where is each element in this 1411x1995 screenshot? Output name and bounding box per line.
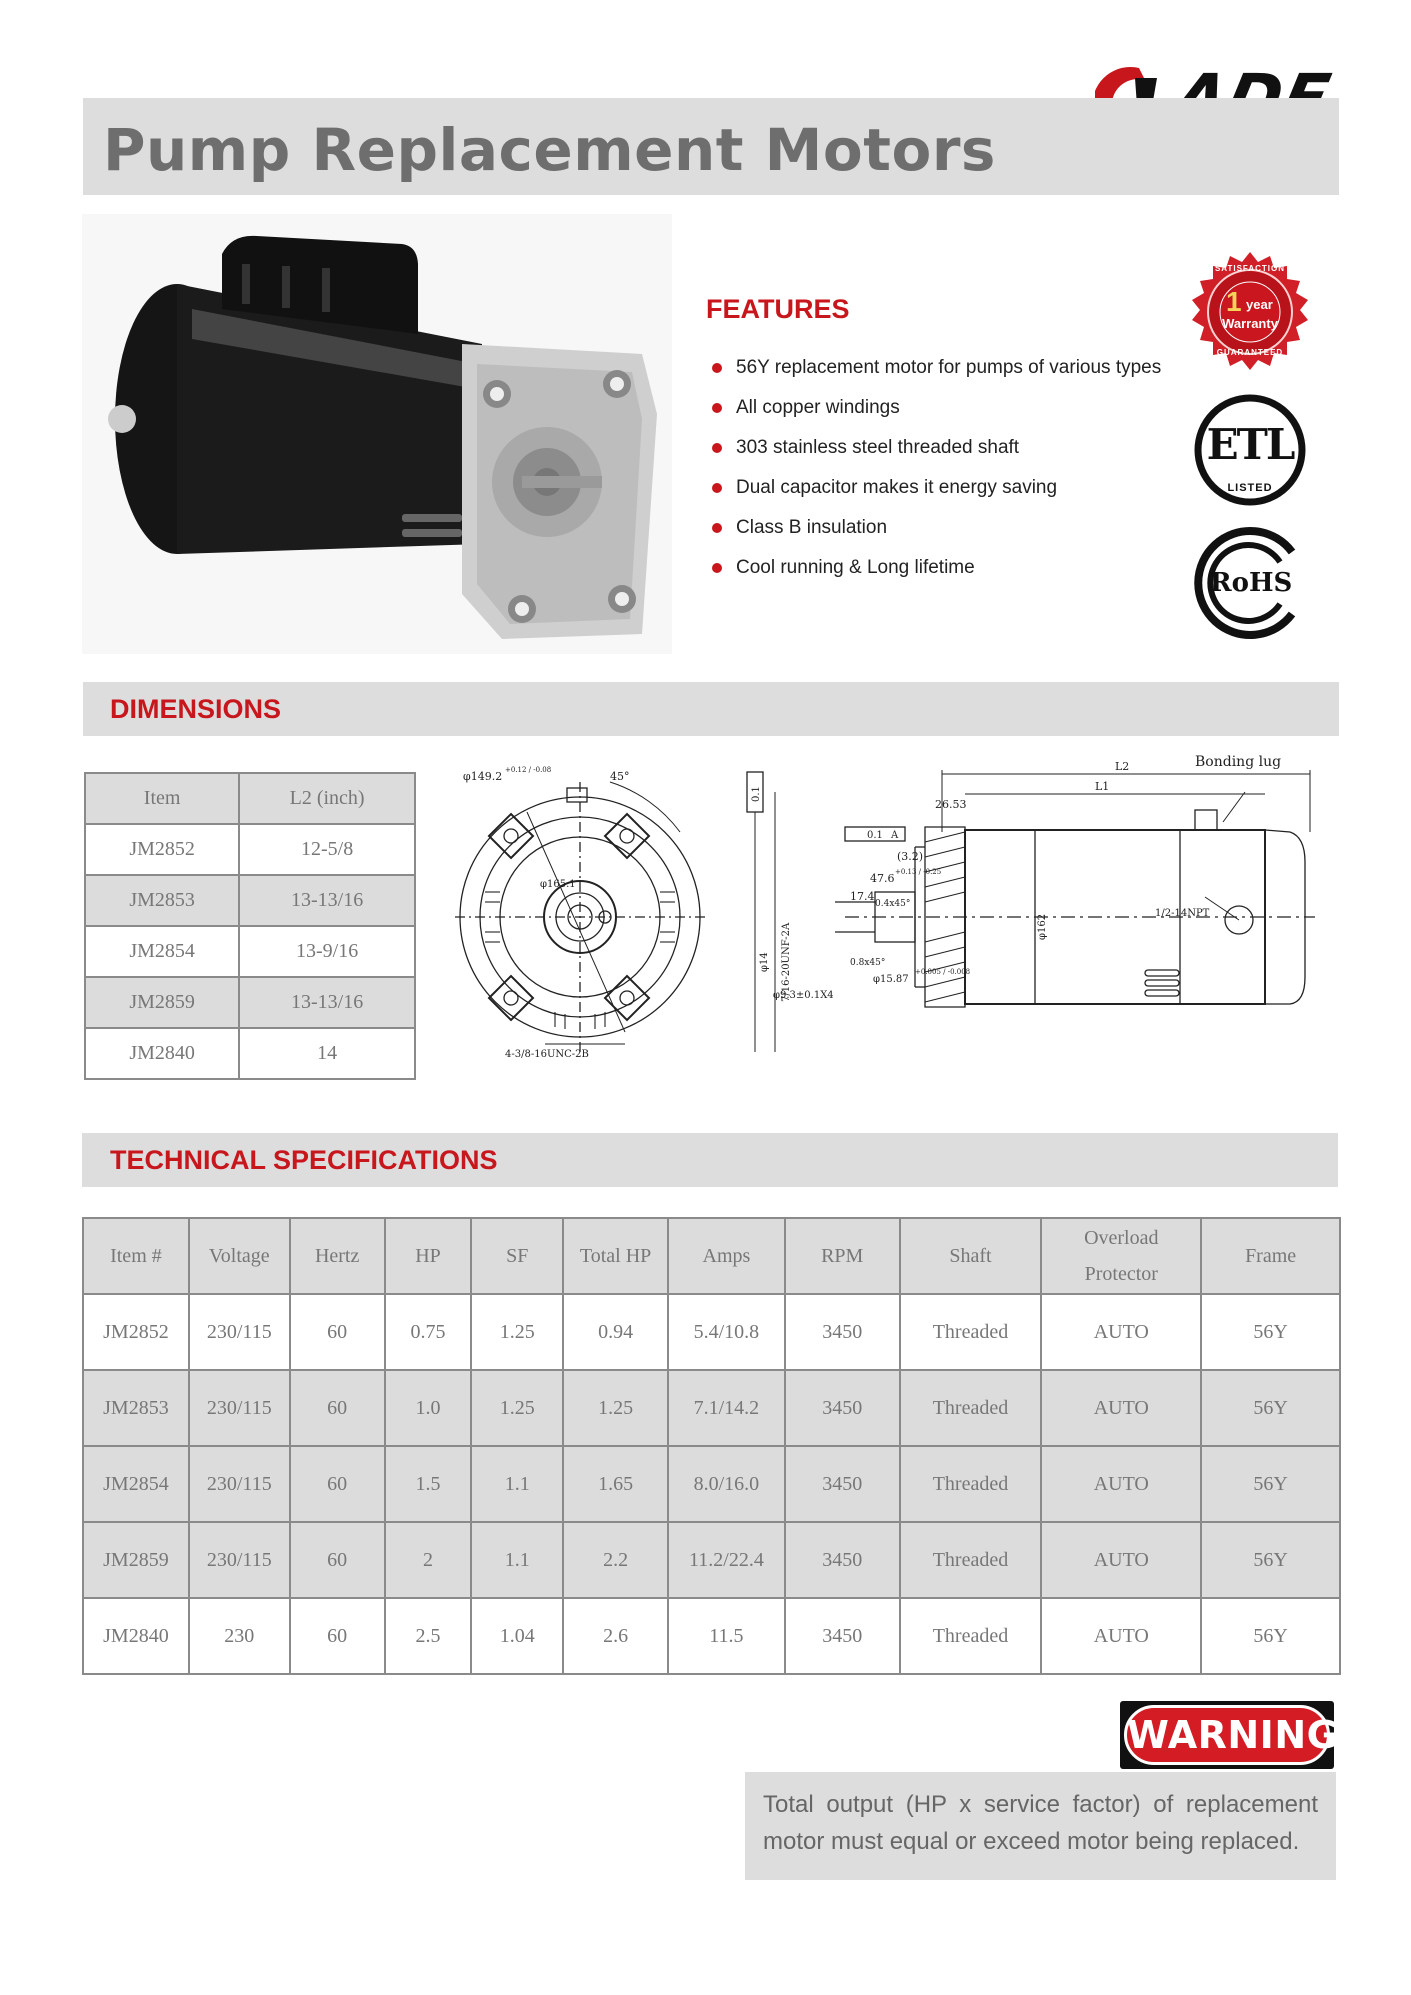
table-row (85, 1028, 415, 1079)
table-cell: 60 (290, 1370, 385, 1446)
features-title: FEATURES (706, 294, 850, 324)
table-cell: 2.6 (563, 1598, 668, 1674)
table-cell: 56Y (1201, 1522, 1340, 1598)
table-cell: JM2859 (83, 1522, 189, 1598)
drawing-2653: 26.53 (935, 798, 967, 811)
table-cell: 230/115 (189, 1446, 290, 1522)
table-cell: 1.0 (385, 1370, 472, 1446)
table-cell: 0.94 (563, 1294, 668, 1370)
dimensions-band (83, 682, 1339, 736)
table-row (85, 926, 415, 977)
warranty-bottom: GUARANTEED (1216, 348, 1284, 357)
table-header: L2 (inch) (239, 773, 415, 824)
drawing-thread: 7/16-20UNF-2A (781, 922, 792, 1002)
table-header: Frame (1201, 1218, 1340, 1294)
drawing-l1: L1 (1095, 780, 1110, 793)
warranty-label: Warranty (1222, 316, 1278, 331)
table-cell: 11.2/22.4 (668, 1522, 785, 1598)
table-cell: 230/115 (189, 1522, 290, 1598)
table-cell: 5.4/10.8 (668, 1294, 785, 1370)
table-row (83, 1522, 1340, 1598)
table-header: SF (471, 1218, 563, 1294)
table-cell: 11.5 (668, 1598, 785, 1674)
table-cell: 230 (189, 1598, 290, 1674)
table-cell: JM2854 (83, 1446, 189, 1522)
drawing-front-dia: φ149.2 (463, 770, 503, 783)
drawing-tol-round: 0.1 (751, 786, 762, 802)
list-item: 56Y replacement motor for pumps of various types (710, 348, 1161, 388)
warning-label: WARNING (1124, 1705, 1330, 1765)
table-cell: 7.1/14.2 (668, 1370, 785, 1446)
list-item: Dual capacitor makes it energy saving (710, 468, 1161, 508)
specs-band (82, 1133, 1338, 1187)
drawing-bolt-note: 4-3/8-16UNC-2B (505, 1049, 589, 1060)
drawing-476: 47.6 (870, 872, 895, 885)
table-cell: JM2840 (83, 1598, 189, 1674)
table-cell: AUTO (1041, 1522, 1201, 1598)
table-cell: JM2852 (85, 824, 239, 875)
title-band (83, 98, 1339, 195)
table-cell: 60 (290, 1598, 385, 1674)
table-cell: 13-9/16 (239, 926, 415, 977)
table-header: Hertz (290, 1218, 385, 1294)
table-cell: 56Y (1201, 1446, 1340, 1522)
warranty-number: 1 (1226, 286, 1242, 317)
table-cell: 1.1 (471, 1522, 563, 1598)
table-cell: 13-13/16 (239, 977, 415, 1028)
table-header: HP (385, 1218, 472, 1294)
table-row (85, 824, 415, 875)
table-cell: 1.1 (471, 1446, 563, 1522)
list-item: Class B insulation (710, 508, 1161, 548)
table-cell: 14 (239, 1028, 415, 1079)
list-item: Cool running & Long lifetime (710, 548, 1161, 588)
table-cell: 3450 (785, 1370, 900, 1446)
dimensions-title: DIMENSIONS (110, 694, 282, 724)
rohs-label: RoHS (1210, 568, 1293, 598)
drawing-keyway: φ9.3±0.1X4 (773, 990, 834, 1001)
drawing-body-dia: φ162 (1037, 913, 1048, 940)
table-header: Item # (83, 1218, 189, 1294)
table-cell: 56Y (1201, 1370, 1340, 1446)
drawing-front-tol: +0.12 / -0.08 (505, 766, 552, 774)
table-cell: 230/115 (189, 1294, 290, 1370)
table-cell: 56Y (1201, 1294, 1340, 1370)
table-header: Amps (668, 1218, 785, 1294)
table-row (83, 1294, 1340, 1370)
table-header: Overload Protector (1041, 1218, 1201, 1294)
table-cell: 56Y (1201, 1598, 1340, 1674)
table-header: Shaft (900, 1218, 1042, 1294)
table-cell: 1.25 (563, 1370, 668, 1446)
drawing-chamfer2: 0.8x45° (850, 958, 886, 968)
table-cell: Threaded (900, 1294, 1042, 1370)
table-cell: 230/115 (189, 1370, 290, 1446)
drawing-shaft-d2: φ15.87 (873, 974, 909, 985)
motor-photo (82, 214, 672, 654)
table-cell: 60 (290, 1294, 385, 1370)
table-cell: Threaded (900, 1598, 1042, 1674)
table-cell: 1.25 (471, 1370, 563, 1446)
table-row (83, 1370, 1340, 1446)
warranty-top: SATISFACTION (1214, 264, 1286, 273)
table-cell: 12-5/8 (239, 824, 415, 875)
table-cell: 1.5 (385, 1446, 472, 1522)
drawing-l2: L2 (1115, 760, 1130, 773)
drawing-npt: 1/2-14NPT (1155, 908, 1210, 919)
table-cell: AUTO (1041, 1446, 1201, 1522)
drawing-tol-flat: 0.1 (867, 830, 883, 841)
page-title: Pump Replacement Motors (103, 116, 996, 184)
warning-text: Total output (HP x service factor) of replacement motor must equal or exceed motor being replaced. (745, 1772, 1336, 1880)
table-cell: 3450 (785, 1598, 900, 1674)
table-header: Total HP (563, 1218, 668, 1294)
table-cell: JM2853 (85, 875, 239, 926)
table-cell: 2.2 (563, 1522, 668, 1598)
table-cell: AUTO (1041, 1370, 1201, 1446)
table-cell: 60 (290, 1522, 385, 1598)
drawing-32: (3.2) (897, 850, 924, 863)
drawing-shaft-d2-tol: +0.005 / -0.008 (915, 968, 971, 976)
table-header: RPM (785, 1218, 900, 1294)
dimensions-table (84, 772, 416, 1080)
specs-title: TECHNICAL SPECIFICATIONS (110, 1145, 498, 1175)
table-cell: 3450 (785, 1522, 900, 1598)
table-cell: Threaded (900, 1446, 1042, 1522)
table-cell: AUTO (1041, 1294, 1201, 1370)
table-cell: 2 (385, 1522, 472, 1598)
etl-badge (1192, 394, 1308, 510)
warranty-unit: year (1246, 297, 1273, 312)
table-row (83, 1446, 1340, 1522)
table-cell: 13-13/16 (239, 875, 415, 926)
table-cell: 60 (290, 1446, 385, 1522)
drawing-shaft-dia: φ14 (759, 952, 770, 972)
drawing-pcd: φ165.1 (540, 879, 576, 890)
table-header: Item (85, 773, 239, 824)
rohs-badge (1192, 524, 1310, 642)
specs-table (82, 1217, 1341, 1675)
table-cell: 0.75 (385, 1294, 472, 1370)
features-list (710, 348, 1161, 588)
table-row (85, 875, 415, 926)
drawing-angle: 45° (610, 770, 630, 783)
table-cell: 1.04 (471, 1598, 563, 1674)
table-cell: JM2859 (85, 977, 239, 1028)
table-cell: 1.65 (563, 1446, 668, 1522)
drawing-bonding-lug: Bonding lug (1195, 754, 1282, 770)
table-row (83, 1598, 1340, 1674)
list-item: 303 stainless steel threaded shaft (710, 428, 1161, 468)
drawing-tol-ref: A (891, 830, 899, 841)
table-header: Voltage (189, 1218, 290, 1294)
etl-mark: ETL (1206, 420, 1294, 469)
list-item: All copper windings (710, 388, 1161, 428)
table-cell: 3450 (785, 1446, 900, 1522)
table-cell: 1.25 (471, 1294, 563, 1370)
table-cell: 3450 (785, 1294, 900, 1370)
table-row (85, 977, 415, 1028)
drawing-chamfer1: 0.4x45° (875, 899, 911, 909)
etl-listed: LISTED (1227, 482, 1273, 494)
table-cell: Threaded (900, 1370, 1042, 1446)
table-cell: 8.0/16.0 (668, 1446, 785, 1522)
table-cell: 2.5 (385, 1598, 472, 1674)
warranty-badge (1186, 250, 1314, 378)
table-cell: JM2853 (83, 1370, 189, 1446)
table-cell: JM2840 (85, 1028, 239, 1079)
table-cell: AUTO (1041, 1598, 1201, 1674)
technical-drawing (455, 752, 1325, 1072)
table-cell: JM2854 (85, 926, 239, 977)
table-cell: JM2852 (83, 1294, 189, 1370)
table-cell: Threaded (900, 1522, 1042, 1598)
drawing-476-tol: +0.13 / -0.25 (895, 868, 942, 876)
warning-badge (1120, 1701, 1339, 1769)
drawing-174: 17.4 (850, 890, 875, 903)
